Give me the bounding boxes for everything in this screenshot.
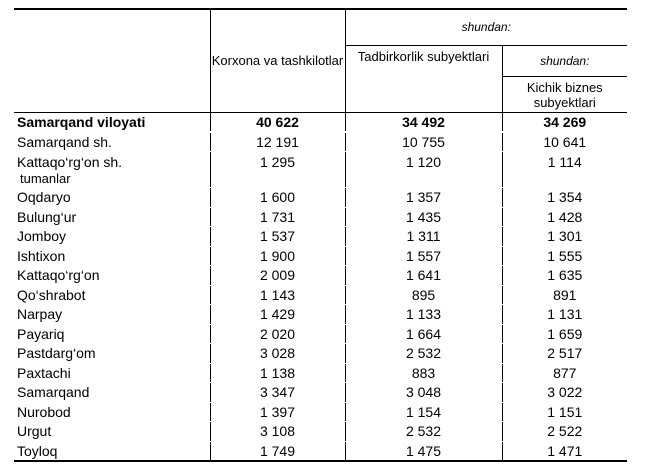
row-korxona-value: 1 600: [210, 188, 345, 208]
row-kichik-value: 1 471: [502, 441, 627, 461]
total-korxona-value: 40 622: [210, 112, 345, 132]
table-row: [14, 402, 627, 422]
row-name-text: Kattaqo‘rg‘on sh.: [17, 154, 123, 170]
row-name: Narpay: [14, 305, 210, 325]
header-blank-cell: [14, 9, 210, 112]
row-tadbirkorlik-value: 1 664: [345, 324, 502, 344]
header-korxona: [210, 9, 345, 112]
row-name: Payariq: [14, 324, 210, 344]
row-kichik-value: 1 428: [502, 207, 627, 227]
row-name: Oqdaryo: [14, 188, 210, 208]
row-tadbirkorlik-value: 1 133: [345, 305, 502, 325]
row-kichik-value: 1 635: [502, 266, 627, 286]
header-tadbirkorlik: [345, 45, 502, 112]
table-row: [14, 441, 627, 461]
row-name: Bulung‘ur: [14, 207, 210, 227]
row-kichik-value: 1 131: [502, 305, 627, 325]
table-row: [14, 324, 627, 344]
row-kichik-value: 877: [502, 363, 627, 383]
row-korxona-value: 3 347: [210, 383, 345, 403]
total-kichik-value: 34 269: [502, 112, 627, 132]
header-shundan-2: shundan:: [502, 45, 627, 76]
row-kichik-value: 1 301: [502, 227, 627, 247]
row-name: Samarqand sh.: [14, 132, 210, 152]
table-row: [14, 207, 627, 227]
header-kichik-biznes-label: Kichik biznes subyektlari: [526, 79, 603, 110]
header-tadbirkorlik-label: Tadbirkorlik subyektlari: [357, 48, 490, 64]
row-name: Ishtixon: [14, 246, 210, 266]
row-tadbirkorlik-value: 1 120: [345, 152, 502, 188]
table-row: [14, 344, 627, 364]
row-korxona-value: 1 397: [210, 402, 345, 422]
row-name: [14, 152, 210, 188]
row-name: Urgut: [14, 422, 210, 442]
row-korxona-value: 3 108: [210, 422, 345, 442]
header-kichik-biznes: [502, 76, 627, 112]
table-row: [14, 188, 627, 208]
row-kichik-value: 10 641: [502, 132, 627, 152]
row-korxona-value: 3 028: [210, 344, 345, 364]
row-tadbirkorlik-value: 1 357: [345, 188, 502, 208]
row-name: Pastdarg‘om: [14, 344, 210, 364]
row-korxona-value: 1 138: [210, 363, 345, 383]
row-korxona-value: 12 191: [210, 132, 345, 152]
row-name: Nurobod: [14, 402, 210, 422]
row-name: Paxtachi: [14, 363, 210, 383]
row-tadbirkorlik-value: 2 532: [345, 422, 502, 442]
row-korxona-value: 1 143: [210, 285, 345, 305]
row-tadbirkorlik-value: 3 048: [345, 383, 502, 403]
tumanlar-label: tumanlar: [20, 171, 71, 186]
table-row: [14, 246, 627, 266]
row-tadbirkorlik-value: 1 557: [345, 246, 502, 266]
header-shundan-1: shundan:: [345, 9, 627, 45]
row-tadbirkorlik-value: 1 641: [345, 266, 502, 286]
row-tadbirkorlik-value: 10 755: [345, 132, 502, 152]
row-korxona-value: 1 537: [210, 227, 345, 247]
row-korxona-value: 1 749: [210, 441, 345, 461]
row-kichik-value: 2 517: [502, 344, 627, 364]
row-kichik-value: 1 151: [502, 402, 627, 422]
row-tadbirkorlik-value: 1 154: [345, 402, 502, 422]
table-row: [14, 285, 627, 305]
row-tadbirkorlik-value: 2 532: [345, 344, 502, 364]
row-name: Kattaqo‘rg‘on: [14, 266, 210, 286]
row-tadbirkorlik-value: 1 475: [345, 441, 502, 461]
row-korxona-value: 2 009: [210, 266, 345, 286]
row-korxona-value: 1 731: [210, 207, 345, 227]
row-tadbirkorlik-value: 895: [345, 285, 502, 305]
row-kichik-value: 1 659: [502, 324, 627, 344]
row-korxona-value: 2 020: [210, 324, 345, 344]
table-row: [14, 363, 627, 383]
row-kichik-value: 1 555: [502, 246, 627, 266]
row-kichik-value: 2 522: [502, 422, 627, 442]
row-kichik-value: 891: [502, 285, 627, 305]
row-tadbirkorlik-value: 883: [345, 363, 502, 383]
row-kichik-value: 1 354: [502, 188, 627, 208]
table-row-total: [14, 112, 627, 132]
row-tadbirkorlik-value: 1 311: [345, 227, 502, 247]
table-row: [14, 132, 627, 152]
row-korxona-value: 1 295: [210, 152, 345, 188]
table-row: [14, 227, 627, 247]
row-kichik-value: 1 114: [502, 152, 627, 188]
table-row: [14, 383, 627, 403]
total-tadbirkorlik-value: 34 492: [345, 112, 502, 132]
total-name: Samarqand viloyati: [14, 112, 210, 132]
row-kichik-value: 3 022: [502, 383, 627, 403]
table-row: [14, 422, 627, 442]
statistics-table: [14, 8, 627, 462]
row-tadbirkorlik-value: 1 435: [345, 207, 502, 227]
table-row: [14, 305, 627, 325]
table-row: [14, 152, 627, 188]
header-korxona-label: Korxona va tashkilotlar: [211, 53, 344, 69]
row-korxona-value: 1 429: [210, 305, 345, 325]
row-korxona-value: 1 900: [210, 246, 345, 266]
row-name: Toyloq: [14, 441, 210, 461]
row-name: Samarqand: [14, 383, 210, 403]
table-row: [14, 266, 627, 286]
row-name: Qo‘shrabot: [14, 285, 210, 305]
row-name: Jomboy: [14, 227, 210, 247]
